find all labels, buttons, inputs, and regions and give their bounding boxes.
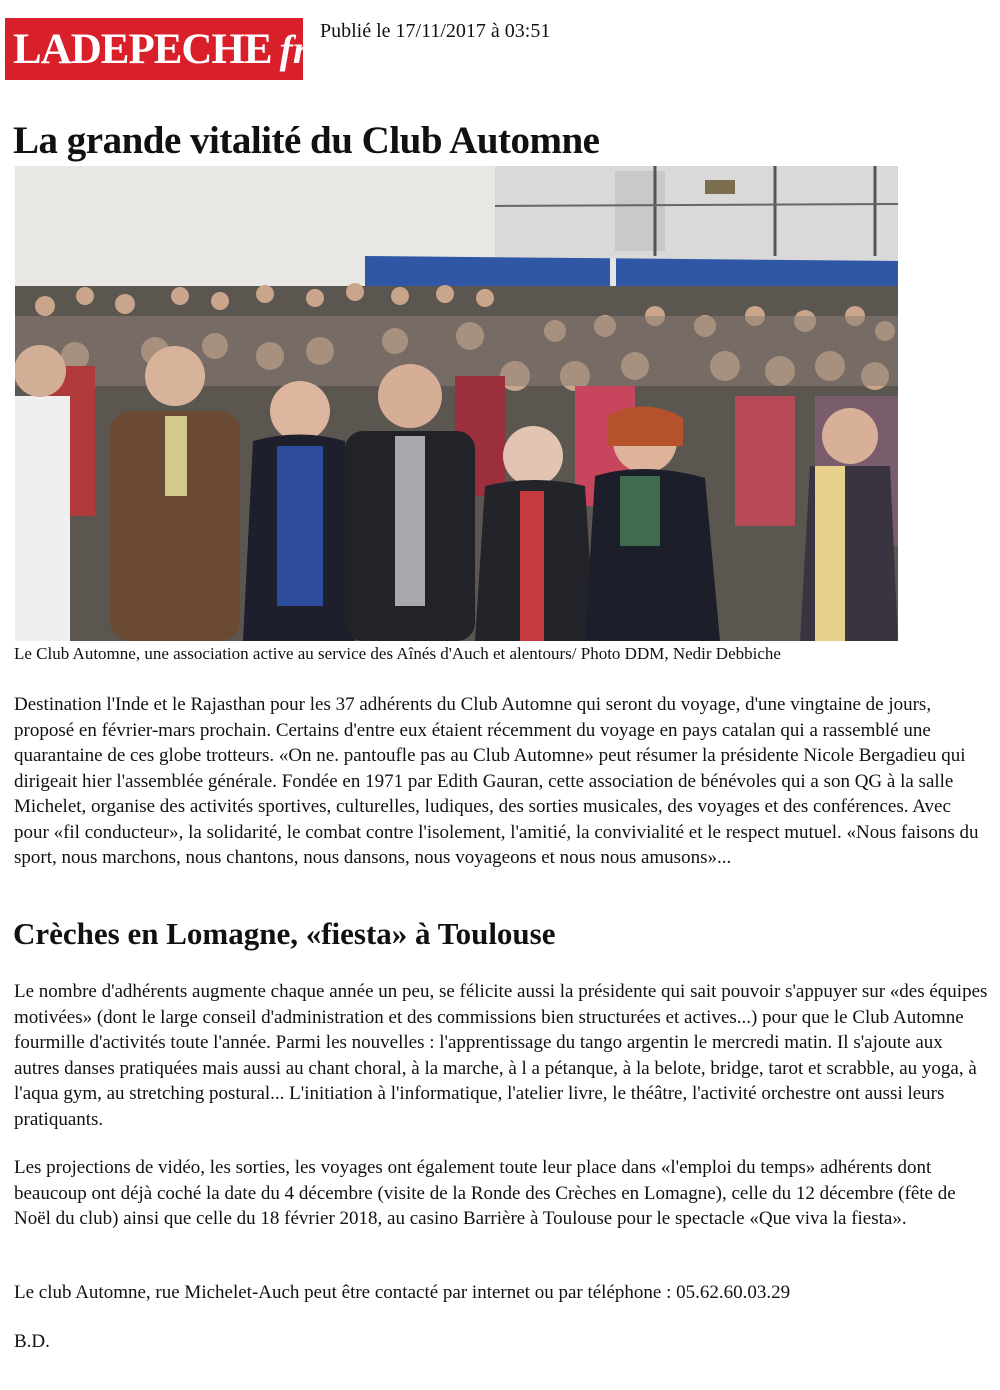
article-paragraph: Destination l'Inde et le Rajasthan pour les 37 adhérents du Club Automne qui seront du voyage, d'une vingtaine de jours, proposé en février-mars prochain. Certains d'entre eux étaient récemment du voyage en pays catalan qui a rassemblé une quarantaine de ces globe trotteurs. «On ne. pantoufle pas au Club Automne» peut résumer la présidente Nicole Bergadieu qui dirigeait hier l'assemblée générale. Fondée en 1971 par Edith Gauran, cette association de bénévoles qui a son QG à la salle Michelet, organise des activités sportives, culturelles, ludiques, des sorties musicales, des voyages et des conférences. Avec pour «fil conducteur», la solidarité, le combat contre l'isolement, l'amitié, la convivialité et le respect mutuel. «Nous faisons du sport, nous marchons, nous chantons, nous dansons, nous voyageons et nous nous amusons»...	[14, 694, 979, 868]
article-subtitle: Crèches en Lomagne, «fiesta» à Toulouse	[13, 916, 556, 951]
photo-caption: Le Club Automne, une association active au service des Aînés d'Auch et alentours/ Photo DDM, Nedir Debbiche	[14, 644, 781, 663]
contact-paragraph: Le club Automne, rue Michelet-Auch peut être contacté par internet ou par téléphone : 05.62.60.03.29	[14, 1282, 791, 1303]
logo-wordmark: LADEPECHE	[13, 25, 272, 73]
article-paragraph: Les projections de vidéo, les sorties, les voyages ont également toute leur place dans «l'emploi du temps» adhérents dont beaucoup ont déjà coché la date du 4 décembre (visite de la Ronde des Crèches en Lomagne), celle du 12 décembre (fête de Noël du club) ainsi que celle du 18 février 2018, au casino Barrière à Toulouse pour le spectacle «Que viva la fiesta».	[14, 1157, 956, 1229]
article-photo	[15, 166, 898, 641]
article-paragraph: Le nombre d'adhérents augmente chaque année un peu, se félicite aussi la présidente qui sait pouvoir s'appuyer sur «des équipes motivées» (dont le large conseil d'administration et des commissions bien structurées et actives...) pour que le Club Automne fourmille d'activités toute l'année. Parmi les nouvelles : l'apprentissage du tango argentin le mercredi matin. Il s'ajoute aux autres danses pratiquées mais aussi au chant choral, à la marche, à l a pétanque, à la belote, bridge, tarot et scrabble, au yoga, à l'aqua gym, au stretching postural... L'initiation à l'informatique, l'atelier livre, le théâtre, l'activité orchestre ont aussi leurs pratiquants.	[14, 981, 988, 1130]
author-signature: B.D.	[14, 1331, 50, 1352]
logo-extension: fr	[279, 26, 309, 72]
publication-date: Publié le 17/11/2017 à 03:51	[320, 20, 551, 42]
ladepeche-logo[interactable]	[5, 18, 309, 80]
article-title: La grande vitalité du Club Automne	[13, 119, 600, 162]
